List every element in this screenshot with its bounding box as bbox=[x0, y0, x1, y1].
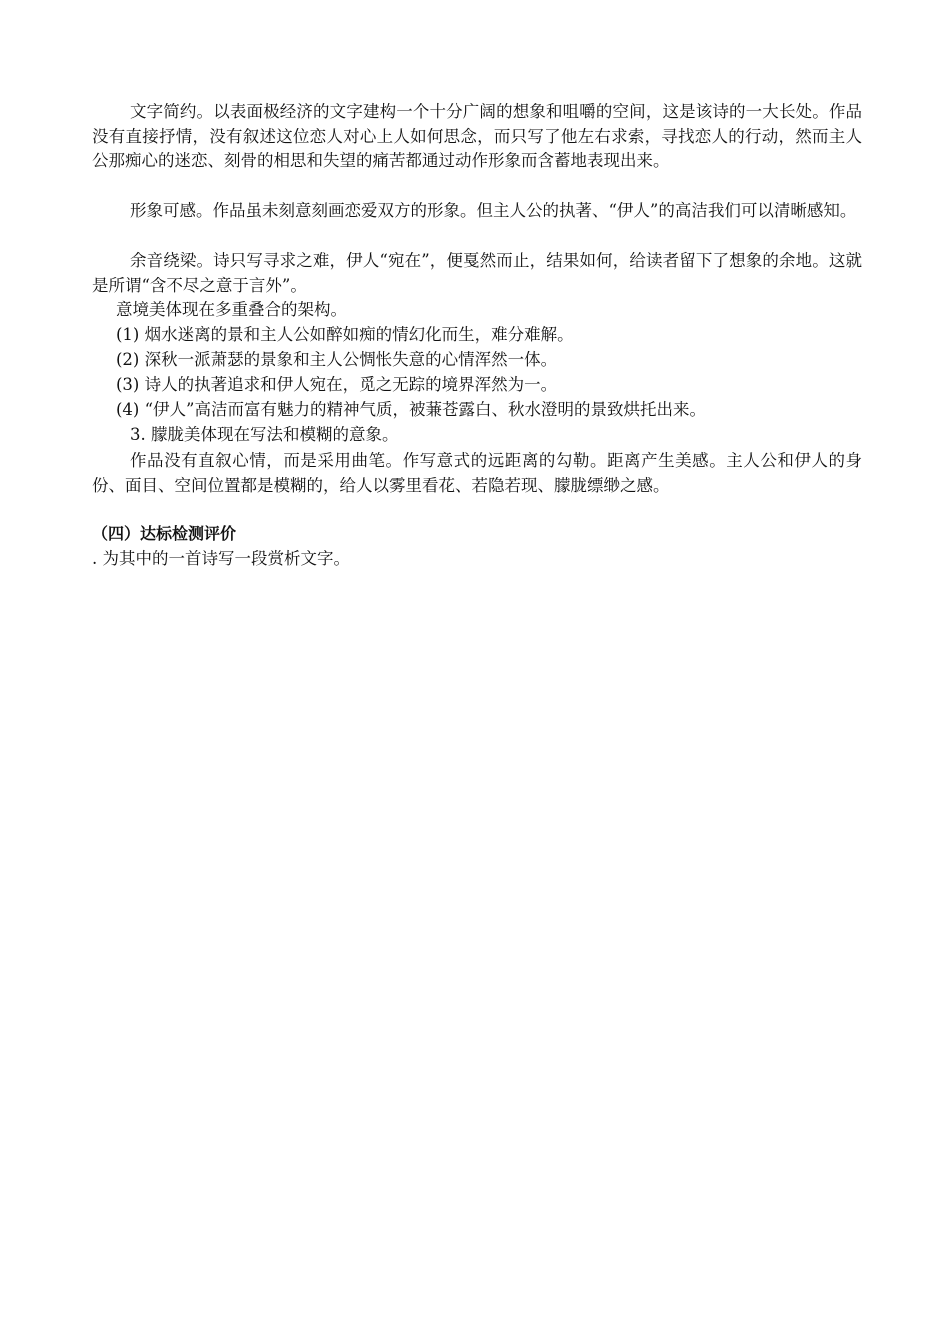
paragraph-artistic-conception: 意境美体现在多重叠合的架构。 bbox=[116, 300, 347, 319]
exercise-task: . 为其中的一首诗写一段赏析文字。 bbox=[92, 549, 350, 568]
paragraph-vivid-image: 形象可感。作品虽未刻意刻画恋爱双方的形象。但主人公的执著、“伊人”的高洁我们可以清晰感知。 bbox=[130, 201, 857, 220]
paragraph-indirect-writing: 作品没有直叙心情，而是采用曲笔。作写意式的远距离的勾勒。距离产生美感。主人公和伊人的身份、面目、空间位置都是模糊的，给人以雾里看花、若隐若现、朦胧缥缈之感。 bbox=[92, 451, 862, 495]
section-heading: （四）达标检测评价 bbox=[92, 524, 237, 543]
list-item: (2) 深秋一派萧瑟的景象和主人公惆怅失意的心情浑然一体。 bbox=[116, 350, 558, 369]
list-item: (4) “伊人”高洁而富有魅力的精神气质，被蒹苍露白、秋水澄明的景致烘托出来。 bbox=[116, 400, 706, 419]
paragraph-lingering-echo: 余音绕梁。诗只写寻求之难，伊人“宛在”，便戛然而止，结果如何，给读者留下了想象的余地。这就是所谓“含不尽之意于言外”。 bbox=[92, 251, 862, 295]
paragraph-concise-language: 文字简约。以表面极经济的文字建构一个十分广阔的想象和咀嚼的空间，这是该诗的一大长处。作品没有直接抒情，没有叙述这位恋人对心上人如何思念，而只写了他左右求索，寻找恋人的行动，然而主人公那痴心的迷恋、刻骨的相思和失望的痛苦都通过动作形象而含蓄地表现出来。 bbox=[92, 102, 862, 170]
paragraph-hazy-beauty: 3. 朦胧美体现在写法和模糊的意象。 bbox=[130, 425, 399, 444]
list-item: (1) 烟水迷离的景和主人公如醉如痴的情幻化而生，难分难解。 bbox=[116, 325, 574, 344]
list-item: (3) 诗人的执著追求和伊人宛在，觅之无踪的境界浑然为一。 bbox=[116, 375, 558, 394]
